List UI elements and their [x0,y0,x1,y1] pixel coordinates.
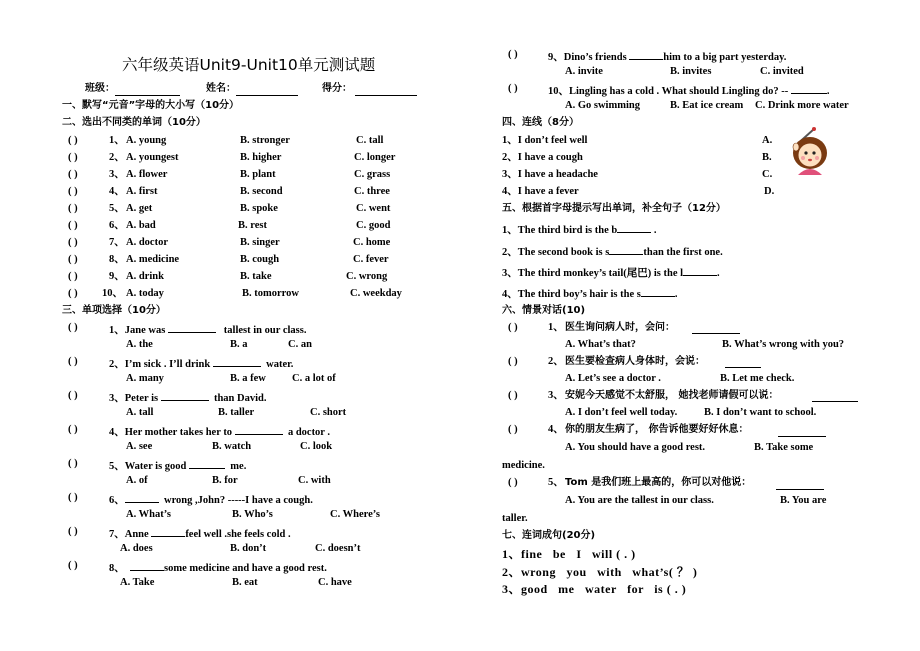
item-number: 1、 [548,322,564,333]
option-b: B. Who’s [232,509,273,520]
option-a: A. does [120,543,153,554]
question-text: Tom 是我们班上最高的，你可以对他说： [565,477,752,488]
answer-blank[interactable] [617,221,651,233]
section-4-heading: 四、连线（8分） [502,117,579,128]
answer-paren[interactable]: ( ) [68,169,78,180]
answer-blank[interactable] [168,321,216,333]
answer-paren[interactable]: ( ) [68,322,78,333]
question-text: 5、Water is good me. [109,457,246,474]
answer-blank[interactable] [161,389,209,401]
sick-girl-thermometer-image [780,125,838,175]
item-number: 3、 [548,390,564,401]
option-c: C. Drink more water [755,100,849,111]
fill-question-2: 2、The second book is s than the first one. [502,243,723,260]
option-c: C. look [300,441,333,452]
option-b-continued: taller. [502,513,528,524]
item-number: 2、 [548,356,564,367]
sentence-item: 2、wrong you with what’s( ？ ) [502,565,698,579]
option-b: B. for [212,475,238,486]
option-a: A. today [126,288,164,299]
answer-paren[interactable]: ( ) [68,237,78,248]
item-number: 4、 [548,424,564,435]
section-3-heading: 三、单项选择（10分） [62,305,166,316]
question-text: 10、Lingling has a cold . What should Lingling do? -- . [548,82,829,99]
option-b: B. spoke [240,203,278,214]
option-c: C. grass [354,169,391,180]
item-number: 1、 [109,135,125,146]
option-a: A. I don’t feel well today. [565,407,678,418]
answer-blank[interactable] [725,367,761,368]
option-b: B. eat [232,577,258,588]
question-text: 安妮今天感觉不太舒服， 她找老师请假可以说： [565,390,779,401]
name-field[interactable] [236,95,298,96]
option-a: A. bad [126,220,156,231]
question-text: 8、 some medicine and have a good rest. [109,559,327,576]
option-a: A. Take [120,577,155,588]
answer-blank[interactable] [641,285,675,297]
answer-blank[interactable] [683,264,717,276]
answer-blank[interactable] [692,333,740,334]
option-c: C. three [354,186,390,197]
section-5-heading: 五、根据首字母提示写出单词，补全句子（12分） [502,203,726,214]
answer-blank[interactable] [151,525,185,537]
item-number: 5、 [548,477,564,488]
option-b: B. plant [240,169,276,180]
answer-paren[interactable]: ( ) [68,220,78,231]
answer-blank[interactable] [213,355,261,367]
answer-blank[interactable] [189,457,225,469]
sentence-item: 3、good me water for is ( . ) [502,582,687,596]
answer-paren[interactable]: ( ) [68,356,78,367]
answer-paren[interactable]: ( ) [508,49,518,60]
option-b: B. stronger [240,135,290,146]
option-c: C. invited [760,66,804,77]
answer-paren[interactable]: ( ) [68,560,78,571]
option-a: A. doctor [126,237,168,248]
section-2-heading: 二、选出不同类的单词（10分） [62,117,206,128]
option-c: C. longer [354,152,396,163]
option-b: B. higher [240,152,282,163]
option-b: B. a few [230,373,266,384]
option-b: B. take [240,271,272,282]
option-c: C. short [310,407,347,418]
answer-paren[interactable]: ( ) [68,186,78,197]
score-label: 得分： [322,83,352,94]
item-number: 8、 [109,254,125,265]
score-field[interactable] [355,95,417,96]
option-c: C. with [298,475,331,486]
item-number: 2、 [109,152,125,163]
answer-paren[interactable]: ( ) [68,288,78,299]
match-item: 4、I have a fever [502,186,579,197]
question-text: 医生要检查病人身体时，会说： [565,356,705,367]
option-a: A. What’s that? [565,339,636,350]
question-text: 你的朋友生病了， 你告诉他要好好休息： [565,424,749,435]
answer-paren[interactable]: ( ) [508,390,518,401]
item-number: 6、 [109,220,125,231]
item-number: 5、 [109,203,125,214]
option-c: C. a lot of [292,373,336,384]
answer-paren[interactable]: ( ) [68,424,78,435]
option-b: B. tomorrow [242,288,299,299]
question-text: 3、Peter is than David. [109,389,266,406]
answer-paren[interactable]: ( ) [68,135,78,146]
match-letter: B. [762,152,772,163]
class-field[interactable] [115,95,180,96]
match-letter: A. [762,135,773,146]
question-text: 2、I’m sick . I’ll drink water. [109,355,293,372]
option-b-continued: medicine. [502,460,545,471]
name-label: 姓名： [206,83,236,94]
answer-blank[interactable] [791,82,827,94]
question-text: 4、Her mother takes her to a doctor . [109,423,330,440]
answer-blank[interactable] [812,401,858,402]
page-title: 六年级英语Unit9-Unit10单元测试题 [122,56,376,74]
answer-paren[interactable]: ( ) [68,492,78,503]
option-c: C. have [318,577,352,588]
answer-blank[interactable] [130,559,164,571]
answer-blank[interactable] [235,423,283,435]
answer-paren[interactable]: ( ) [508,424,518,435]
option-c: C. home [353,237,391,248]
section-1-heading: 一、默写“元音”字母的大小写（10分） [62,100,240,111]
option-a: A. Go swimming [565,100,640,111]
option-b: B. You are [780,495,827,506]
option-c: C. fever [353,254,389,265]
class-label: 班级： [85,83,115,94]
answer-paren[interactable]: ( ) [68,152,78,163]
option-b: B. a [230,339,248,350]
option-a: A. of [126,475,148,486]
option-a: A. You are the tallest in our class. [565,495,714,506]
option-c: C. an [288,339,312,350]
option-c: C. wrong [346,271,388,282]
option-a: A. flower [126,169,168,180]
fill-question-1: 1、The third bird is the b . [502,221,656,238]
section-6-heading: 六、情景对话(10) [502,305,586,316]
match-letter: D. [764,186,775,197]
option-b: B. I don’t want to school. [704,407,817,418]
option-a: A. young [126,135,167,146]
option-b: B. taller [218,407,255,418]
option-a: A. What’s [126,509,171,520]
item-number: 7、 [109,237,125,248]
option-b: B. Let me check. [720,373,795,384]
answer-paren[interactable]: ( ) [68,254,78,265]
answer-paren[interactable]: ( ) [68,526,78,537]
answer-paren[interactable]: ( ) [508,83,518,94]
option-b: B. Take some [754,442,814,453]
option-b: B. invites [670,66,712,77]
match-item: 2、I have a cough [502,152,583,163]
answer-paren[interactable]: ( ) [508,477,518,488]
question-text: 7、Anne feel well .she feels cold . [109,525,291,542]
match-item: 3、I have a headache [502,169,598,180]
match-item: 1、I don’t feel well [502,135,588,146]
option-a: A. youngest [126,152,179,163]
item-number: 4、 [109,186,125,197]
item-number: 3、 [109,169,125,180]
option-c: C. good [356,220,391,231]
fill-question-3: 3、The third monkey’s tail(尾巴) is the l . [502,264,720,281]
option-b: B. cough [240,254,280,265]
section-7-heading: 七、连词成句(20分) [502,530,596,541]
question-text: 医生询问病人时，会问： [565,322,675,333]
option-b: B. What’s wrong with you? [722,339,845,350]
option-a: A. many [126,373,164,384]
sentence-item: 1、fine be I will ( . ) [502,547,636,561]
option-b: B. rest [238,220,267,231]
option-c: C. weekday [350,288,402,299]
option-b: B. singer [240,237,280,248]
option-a: A. the [126,339,153,350]
item-number: 10、 [102,288,123,299]
answer-blank[interactable] [629,48,663,60]
option-a: A. Let’s see a doctor . [565,373,661,384]
option-a: A. medicine [126,254,180,265]
answer-paren[interactable]: ( ) [508,356,518,367]
option-c: C. went [356,203,391,214]
answer-paren[interactable]: ( ) [68,390,78,401]
option-b: B. don’t [230,543,267,554]
match-letter: C. [762,169,773,180]
option-a: A. invite [565,66,603,77]
option-b: B. Eat ice cream [670,100,744,111]
answer-paren[interactable]: ( ) [508,322,518,333]
option-b: B. second [240,186,283,197]
option-a: A. drink [126,271,164,282]
answer-paren[interactable]: ( ) [68,203,78,214]
option-a: A. You should have a good rest. [565,442,706,453]
question-text: 1、Jane was tallest in our class. [109,321,306,338]
question-text: 9、Dino’s friends him to a big part yesterday. [548,48,786,65]
option-b: B. watch [212,441,252,452]
answer-blank[interactable] [125,491,159,503]
question-text: 6、 wrong ,John? -----I have a cough. [109,491,313,508]
option-a: A. tall [126,407,154,418]
item-number: 9、 [109,271,125,282]
option-a: A. first [126,186,158,197]
answer-blank[interactable] [609,243,643,255]
option-c: C. doesn’t [315,543,361,554]
option-c: C. Where’s [330,509,380,520]
answer-paren[interactable]: ( ) [68,458,78,469]
option-c: C. tall [356,135,384,146]
option-a: A. see [126,441,153,452]
fill-question-4: 4、The third boy’s hair is the s . [502,285,677,302]
answer-blank[interactable] [776,489,824,490]
answer-paren[interactable]: ( ) [68,271,78,282]
answer-blank[interactable] [778,436,826,437]
option-a: A. get [126,203,153,214]
